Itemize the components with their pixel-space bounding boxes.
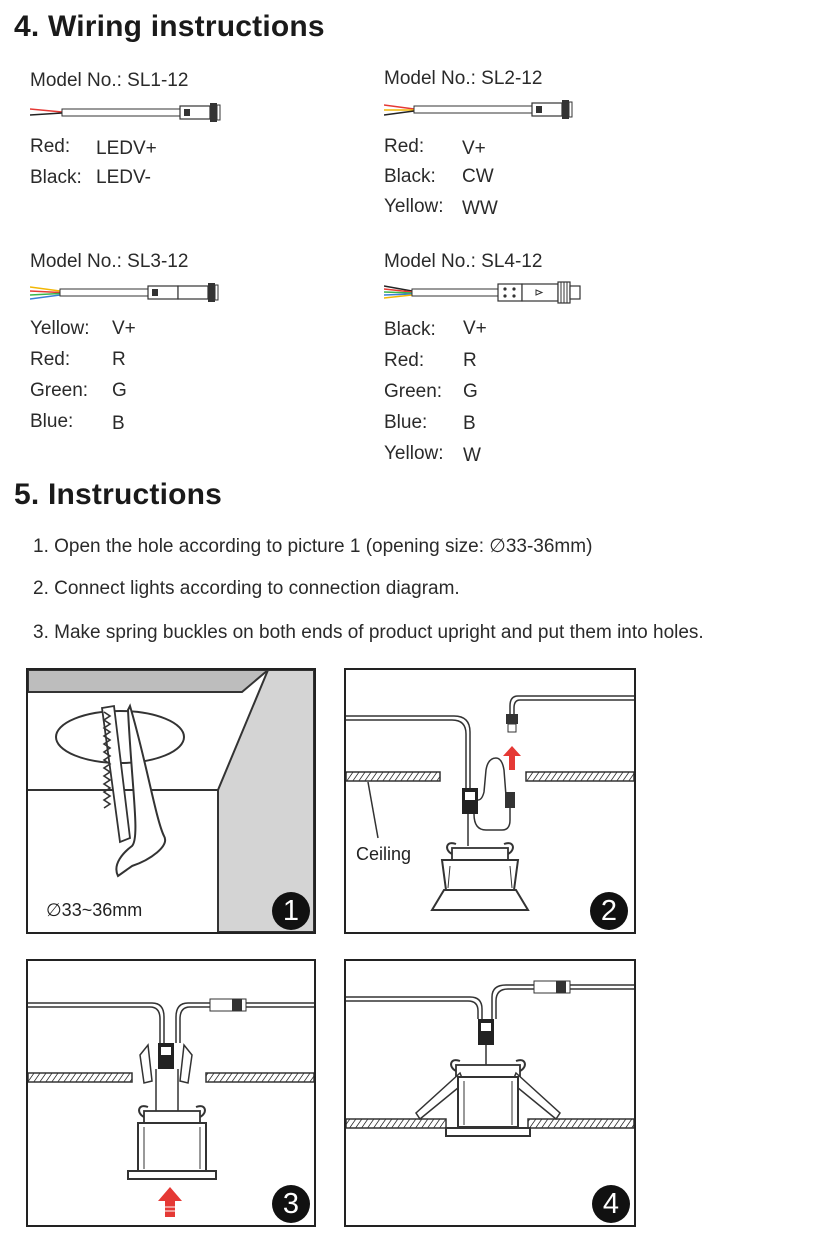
instruction-step-2: 2. Connect lights according to connection diagram. [33, 578, 460, 599]
instruction-step-1: 1. Open the hole according to picture 1 (opening size: ∅33-36mm) [33, 536, 593, 557]
insert-light-illustration [28, 961, 314, 1225]
model-sl2-label: Model No.: SL2-12 [384, 68, 543, 89]
wire-signal-value: WW [462, 198, 498, 219]
wire-color-label: Blue: [384, 412, 428, 433]
wire-color-label: Green: [30, 380, 89, 401]
wire-color-label: Black: [30, 167, 82, 188]
wire-signal-value: CW [462, 166, 494, 187]
wire-signal-value: V+ [112, 318, 136, 339]
instruction-step-3: 3. Make spring buckles on both ends of product upright and put them into holes. [33, 622, 704, 643]
wire-signal-value: R [463, 350, 477, 371]
connect-lights-illustration [346, 670, 634, 932]
picture-1-panel [26, 668, 316, 934]
model-sl1-label: Model No.: SL1-12 [30, 70, 189, 91]
wire-color-label: Yellow: [384, 196, 444, 217]
ceiling-cut-illustration [28, 670, 314, 932]
wire-signal-value: B [112, 413, 125, 434]
ceiling-label: Ceiling [356, 844, 412, 864]
picture-2-panel [344, 668, 636, 934]
wire-color-label: Yellow: [384, 443, 444, 464]
installed-light-illustration [346, 961, 634, 1225]
wire-signal-value: W [463, 445, 481, 466]
wire-color-label: Blue: [30, 411, 74, 432]
cable-sl2-icon [384, 98, 584, 122]
picture-1-number-badge: 1 [272, 892, 310, 930]
cable-sl4-icon [384, 280, 594, 308]
picture-4-number-badge: 4 [592, 1185, 630, 1223]
wire-color-label: Black: [384, 166, 436, 187]
picture-4-panel [344, 959, 636, 1227]
wire-color-label: Green: [384, 381, 443, 402]
wire-signal-value: G [463, 381, 478, 402]
wire-signal-value: LEDV+ [96, 138, 157, 159]
wire-color-label: Red: [384, 350, 425, 371]
instructions-section-title: 5. Instructions [14, 478, 223, 511]
picture-3-panel [26, 959, 316, 1227]
picture-3-number-badge: 3 [272, 1185, 310, 1223]
wire-color-label: Red: [384, 136, 425, 157]
cable-sl1-icon [30, 100, 230, 124]
wire-signal-value: V+ [462, 138, 486, 159]
wire-signal-value: R [112, 349, 126, 370]
cable-sl3-icon [30, 281, 230, 305]
wire-color-label: Black: [384, 319, 436, 340]
wiring-section-title: 4. Wiring instructions [14, 10, 325, 43]
picture-2-number-badge: 2 [590, 892, 628, 930]
wire-signal-value: V+ [463, 318, 487, 339]
wire-color-label: Red: [30, 349, 71, 370]
wire-signal-value: G [112, 380, 127, 401]
wire-color-label: Red: [30, 136, 71, 157]
model-sl4-label: Model No.: SL4-12 [384, 251, 543, 272]
wire-signal-value: B [463, 413, 476, 434]
model-sl3-label: Model No.: SL3-12 [30, 251, 189, 272]
wire-signal-value: LEDV- [96, 167, 151, 188]
wire-color-label: Yellow: [30, 318, 90, 339]
hole-size-label: ∅33~36mm [46, 900, 143, 920]
